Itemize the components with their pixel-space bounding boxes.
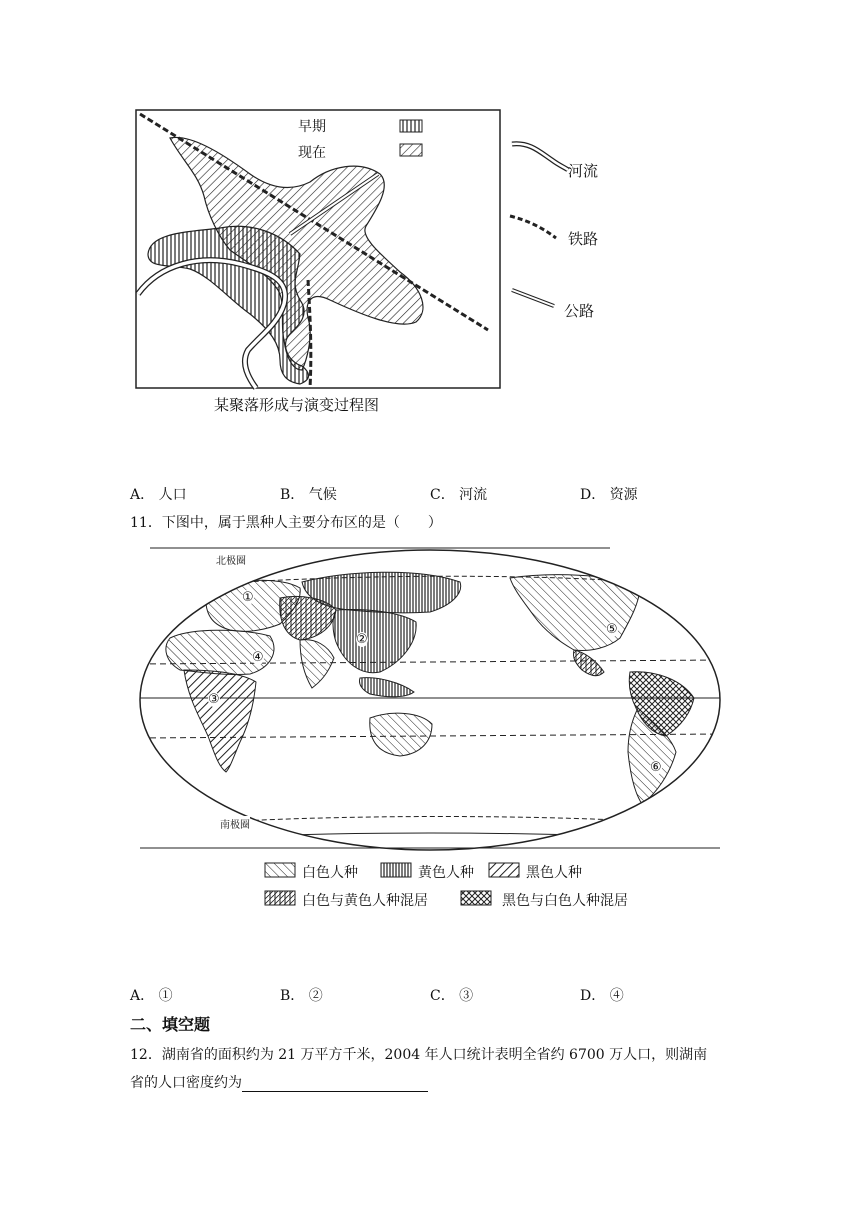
q12-line2 <box>130 1072 428 1092</box>
q12-text: 省的人口密度约为 <box>130 1075 242 1091</box>
q11-option-c[interactable] <box>430 985 473 1005</box>
option-text: 河流 <box>459 487 488 503</box>
marker-1: ① <box>242 590 254 605</box>
legend-yellow-label: 黄色人种 <box>418 865 474 881</box>
q11-option-b[interactable] <box>280 985 323 1005</box>
option-letter: D． <box>580 487 606 503</box>
settlement-figure <box>130 104 620 416</box>
answer-blank[interactable] <box>242 1077 428 1092</box>
option-letter: B． <box>280 988 305 1004</box>
q11-stem <box>130 512 442 532</box>
legend-white-yellow-swatch <box>264 890 296 906</box>
legend-road-label: 公路 <box>564 302 595 320</box>
option-text: 人口 <box>158 487 187 503</box>
q10-option-a[interactable] <box>130 484 187 504</box>
question-text: 下图中，属于黑种人主要分布区的是（ ） <box>161 515 442 531</box>
section-heading: 二、填空题 <box>130 1015 211 1034</box>
legend-early-label: 早期 <box>298 119 326 135</box>
option-letter: A． <box>130 988 155 1004</box>
legend-now-label: 现在 <box>298 145 326 161</box>
arctic-circle-label: 北极圈 <box>216 552 246 567</box>
q10-option-c[interactable] <box>430 484 487 504</box>
q10-option-b[interactable] <box>280 484 337 504</box>
option-text: ① <box>158 988 173 1004</box>
legend-white-label: 白色人种 <box>302 865 358 881</box>
antarctic-circle-label: 南极圈 <box>220 816 250 831</box>
legend-white-yellow-label: 白色与黄色人种混居 <box>302 893 428 909</box>
settlement-map-svg <box>130 104 620 416</box>
legend-yellow-swatch <box>380 862 412 878</box>
legend-railway-label: 铁路 <box>568 230 599 248</box>
option-text: ③ <box>459 988 474 1004</box>
legend-early-swatch <box>400 120 422 132</box>
q12-line1: 12．湖南省的面积约为 21 万平方千米，2004 年人口统计表明全省约 6700 万人口，则湖南 <box>130 1047 708 1063</box>
legend-white-swatch <box>264 862 296 878</box>
legend-black-white-swatch <box>460 890 492 906</box>
option-letter: C． <box>430 988 455 1004</box>
marker-2: ② <box>356 632 368 647</box>
legend-river-label: 河流 <box>568 162 599 180</box>
marker-4: ④ <box>252 650 264 665</box>
q11-option-d[interactable] <box>580 985 624 1005</box>
legend-black-swatch <box>488 862 520 878</box>
option-text: ② <box>308 988 323 1004</box>
option-text: 资源 <box>609 487 638 503</box>
option-letter: A． <box>130 487 155 503</box>
race-distribution-figure <box>130 542 730 918</box>
legend-black-white-label: 黑色与白色人种混居 <box>502 893 628 909</box>
legend-railway-swatch <box>510 216 556 238</box>
figure1-caption: 某聚落形成与演变过程图 <box>214 396 380 414</box>
marker-3: ③ <box>208 692 220 707</box>
q11-option-a[interactable] <box>130 985 173 1005</box>
marker-6: ⑥ <box>650 760 662 775</box>
q10-option-d[interactable] <box>580 484 638 504</box>
legend-black-label: 黑色人种 <box>526 865 582 881</box>
legend-now-swatch <box>400 144 422 156</box>
question-number: 11． <box>130 515 162 531</box>
marker-5: ⑤ <box>606 622 618 637</box>
option-letter: C． <box>430 487 455 503</box>
option-text: 气候 <box>308 487 337 503</box>
option-letter: D． <box>580 988 606 1004</box>
option-letter: B． <box>280 487 305 503</box>
option-text: ④ <box>609 988 624 1004</box>
